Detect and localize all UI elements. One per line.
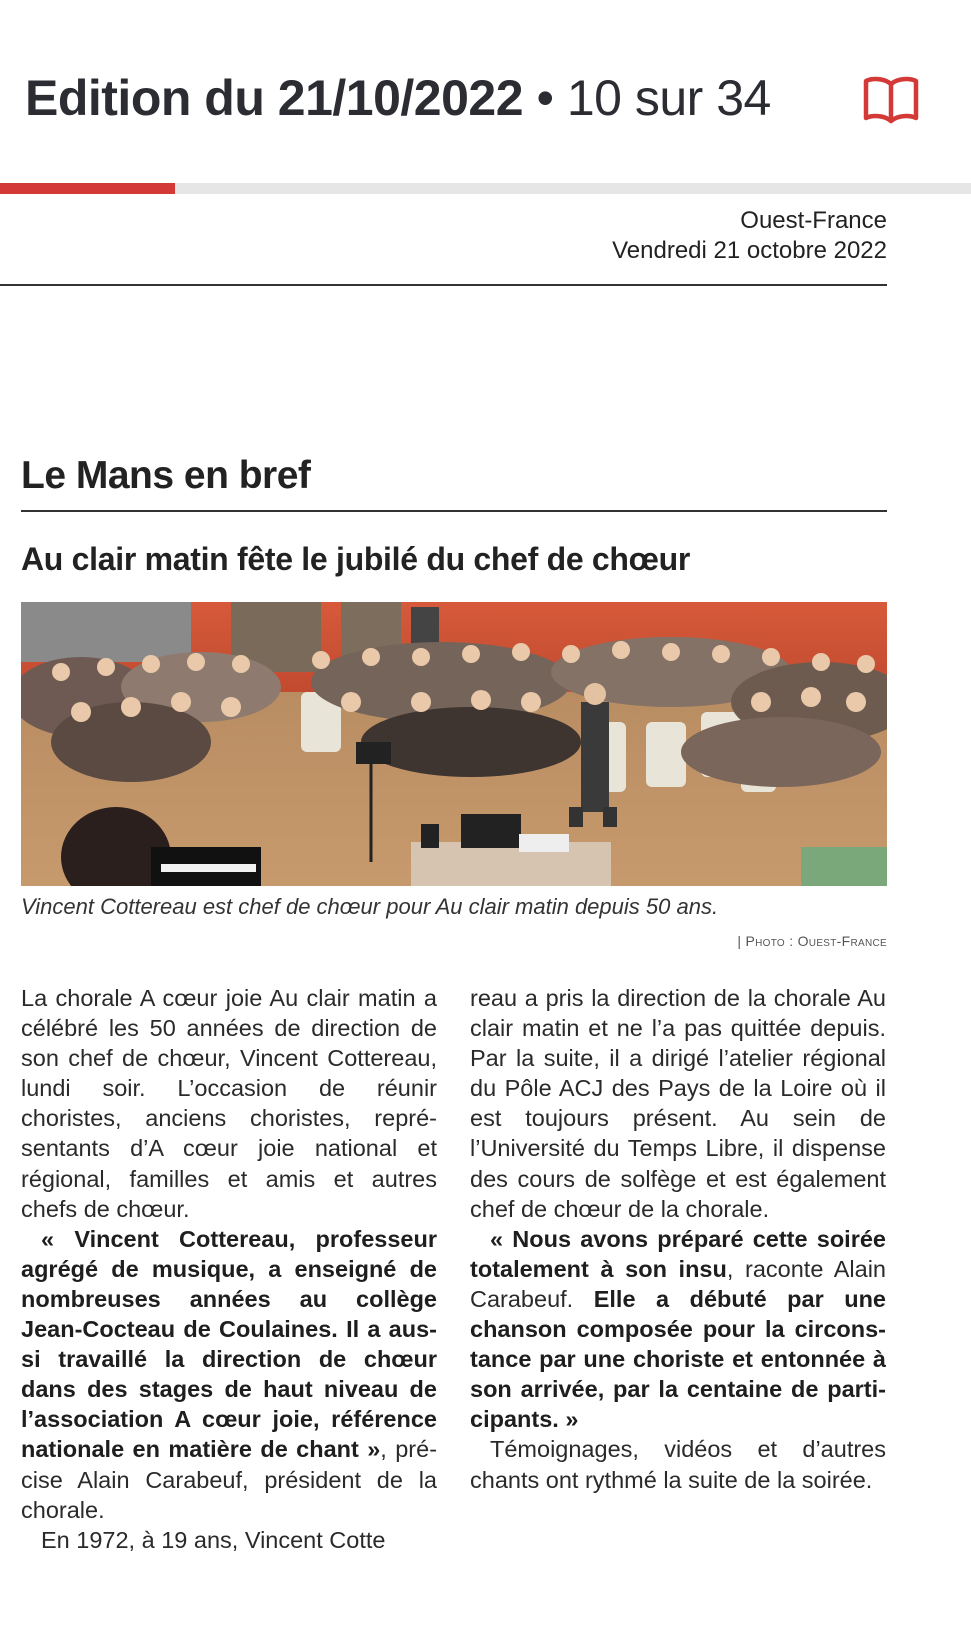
quote-1-bold: « Vincent Cottereau, professeur agrégé de musique, a enseigné de nombreuses années au collège Jean-Cocteau de Coulaines. Il a aussi travaillé la direction de chœur dans des stages de haut niveau de l’association A cœur joie, référence nationale en matière de chant »: [21, 1225, 437, 1463]
quote-1-attribution: , précise Alain Carabeuf, président de la chorale.: [21, 1436, 438, 1523]
publication-name: Ouest-France: [740, 207, 887, 234]
photo-credit-source: Ouest-France: [797, 933, 887, 949]
article-photo: [21, 602, 887, 886]
paragraph-closing: Témoignages, vidéos et d’autres chants ont rythmé la suite de la soirée.: [470, 1436, 886, 1493]
photo-credit-mark: |: [737, 933, 742, 949]
reading-progress-bar: [0, 183, 971, 194]
photo-caption: Vincent Cottereau est chef de chœur pour Au clair matin depuis 50 ans.: [21, 894, 719, 919]
paragraph-history-end: reau a pris la direction de la chorale Au clair matin et ne l’a pas quittée depuis. Par la suite, il a dirigé l’atelier régional du Pôle ACJ des Pays de la Loire où il est toujours présent. Au sein de l’Université du Temps Libre, il dispense des cours de solfège et est également chef de chœur de la chorale.: [470, 985, 886, 1222]
paragraph-intro: La chorale A cœur joie Au clair matin a célébré les 50 années de direction de son chef de chœur, Vincent Cottereau, lundi soir. L’occasion de réunir choristes, anciens choristes, représentants d’A cœur joie national et régional, familles et amis et autres chefs de chœur.: [21, 985, 437, 1222]
publication-meta: [612, 206, 887, 266]
section-divider: [21, 510, 887, 512]
section-title: Le Mans en bref: [21, 454, 311, 497]
photo-credit-label: Photo :: [745, 933, 794, 949]
paragraph-history-start: En 1972, à 19 ans, Vincent Cotte: [41, 1526, 386, 1553]
article-headline: Au clair matin fête le jubilé du chef de chœur: [21, 541, 690, 577]
book-open-icon[interactable]: [862, 74, 920, 126]
quote-2-bold-a: « Nous avons préparé cette soirée totalement à son insu: [470, 1225, 886, 1282]
paragraph-quote-1: [21, 1224, 437, 1525]
edition-label: Edition du 21/10/2022: [25, 70, 524, 126]
publication-date: Vendredi 21 octobre 2022: [612, 237, 887, 264]
edition-title: [25, 66, 771, 130]
meta-divider: [0, 284, 887, 286]
article-column-left: [21, 983, 437, 1555]
top-bar: [0, 0, 971, 185]
reading-progress-fill: [0, 183, 175, 194]
photo-credit: [737, 933, 887, 949]
title-separator: •: [536, 70, 554, 126]
quote-2-bold-b: Elle a débuté par une chanson composée pour la circonstance par une choriste et entonnée à son arrivée, par la centaine de participants. »: [470, 1285, 886, 1433]
paragraph-quote-2: [470, 1224, 886, 1435]
quote-2-attribution: , raconte Alain Carabeuf.: [470, 1255, 886, 1312]
article-column-right: [470, 983, 886, 1495]
page-position: 10 sur 34: [566, 70, 771, 126]
